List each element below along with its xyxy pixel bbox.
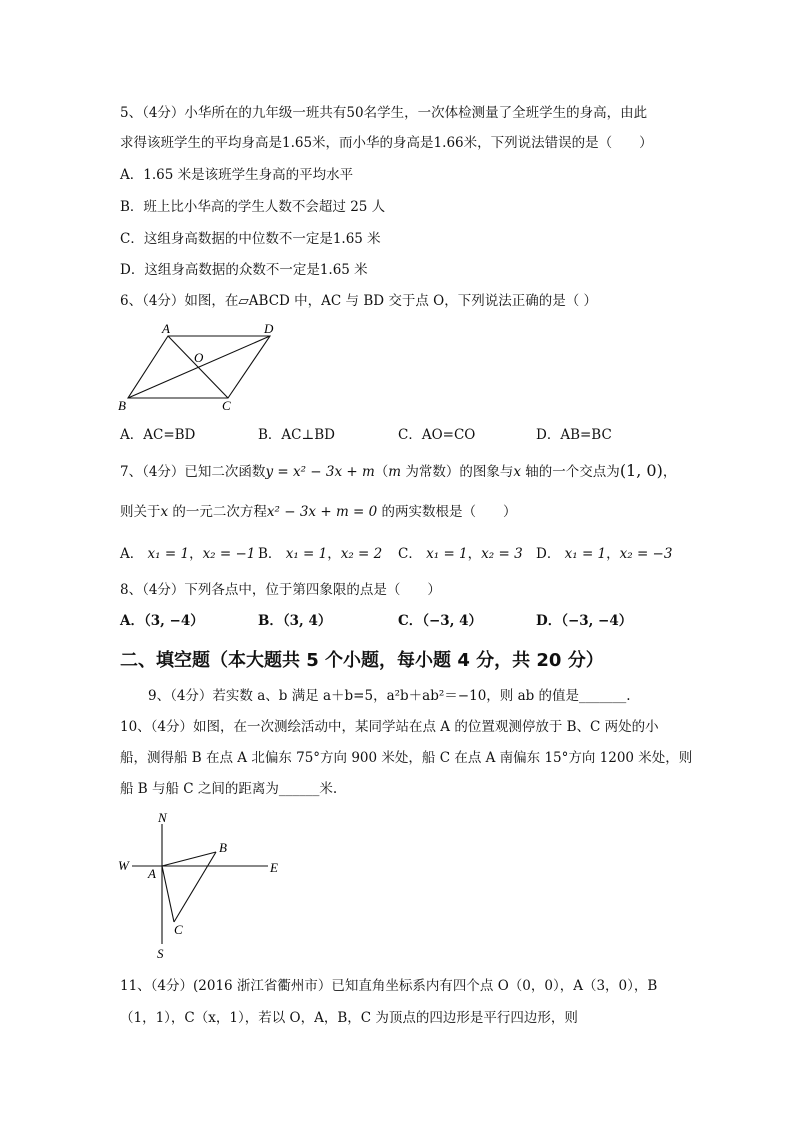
q5-option-c: C．这组身高数据的中位数不一定是1.65 米 [120,231,381,247]
label-s: S [157,946,164,961]
q6-stem: 6、（4分）如图，在▱ABCD 中，AC 与 BD 交于点 O，下列说法正确的是（ ） [120,293,598,309]
q7-stem-line1 [120,462,676,481]
q7-x-2: x [160,504,169,520]
q7-text-5: ， [662,464,677,480]
q5-option-b: B．班上比小华高的学生人数不会超过 25 人 [120,199,386,215]
q7-option-a: A． x₁ = 1，x₂ = −1 [120,546,256,562]
q7-m: m [388,464,402,480]
q7-point: (1, 0) [619,461,663,480]
vertex-label-a: A [162,321,170,336]
q7-option-c: C． x₁ = 1，x₂ = 3 [398,546,523,562]
q7-equation-2: x² − 3x + m = 0 [266,504,378,520]
q10-stem-line3: 船 B 与船 C 之间的距离为______米. [120,781,338,797]
q7-option-b: B． x₁ = 1，x₂ = 2 [258,546,383,562]
section-title: 二、填空题（本大题共 5 个小题，每小题 4 分，共 20 分） [120,650,604,671]
label-c: C [174,922,183,937]
q7-text-7: 的一元二次方程 [168,504,267,520]
parallelogram-figure [110,318,290,414]
q7-stem-line2 [120,503,517,521]
q7-equation-1: y = x² − 3x + m [265,464,375,480]
q8-option-a: A．（3, −4） [120,613,204,629]
q5-option-d: D．这组身高数据的众数不一定是1.65 米 [120,262,368,278]
q6-option-a: A．AC=BD [120,427,196,443]
q8-option-b: B．（3, 4） [258,613,332,629]
q8-stem: 8、（4分）下列各点中，位于第四象限的点是（ ） [120,582,441,598]
q6-option-d: D．AB=BC [536,427,612,443]
q7-text-8: 的两实数根是（ ） [377,504,517,520]
vertex-label-c: C [222,398,231,413]
q7-text-1: 7、（4分）已知二次函数 [120,464,266,480]
q8-option-c: C．（−3, 4） [398,613,482,629]
label-a: A [148,866,156,881]
q10-stem-line1: 10、（4分）如图，在一次测绘活动中，某同学站在点 A 的位置观测停放于 B、C 两处的小 [120,719,659,735]
vertex-label-b: B [118,398,126,413]
q6-option-b: B．AC⊥BD [258,427,335,443]
vertex-label-o: O [194,350,204,365]
q7-text-4: 轴的一个交点为 [521,464,620,480]
q7-text-3: 为常数）的图象与 [401,464,514,480]
q6-option-c: C．AO=CO [398,427,476,443]
label-e: E [270,860,278,875]
q7-text-2: （ [374,464,389,480]
q5-stem-line1: 5、（4分）小华所在的九年级一班共有50名学生，一次体检测量了全班学生的身高，由此 [120,105,648,121]
q11-stem-line2: （1，1），C（x，1），若以 O，A，B，C 为顶点的四边形是平行四边形，则 [120,1010,578,1026]
vertex-label-d: D [264,321,274,336]
q11-stem-line1: 11、（4分）(2016 浙江省衢州市）已知直角坐标系内有四个点 O（0，0），A（3，0），B [120,978,658,994]
segment-ac [162,866,174,922]
label-b: B [219,840,227,855]
q9-text: 9、（4分）若实数 a、b 满足 a＋b=5，a²b＋ab²＝−10，则 ab 的值是_______. [148,688,631,704]
q5-option-a: A．1.65 米是该班学生身高的平均水平 [120,167,354,183]
q10-stem-line2: 船，测得船 B 在点 A 北偏东 75°方向 900 米处，船 C 在点 A 南偏东 15°方向 1200 米处，则 [120,750,693,766]
segment-ab [162,852,216,866]
q8-option-d: D．（−3, −4） [536,613,633,629]
q7-x: x [513,464,522,480]
segment-bc [174,852,216,922]
q7-option-d: D． x₁ = 1，x₂ = −3 [536,546,673,562]
label-w: W [118,858,129,873]
q5-stem-line2: 求得该班学生的平均身高是1.65米，而小华的身高是1.66米，下列说法错误的是（ ） [120,135,653,151]
label-n: N [158,810,167,825]
q7-text-6: 则关于 [120,504,161,520]
compass-figure [110,808,290,964]
